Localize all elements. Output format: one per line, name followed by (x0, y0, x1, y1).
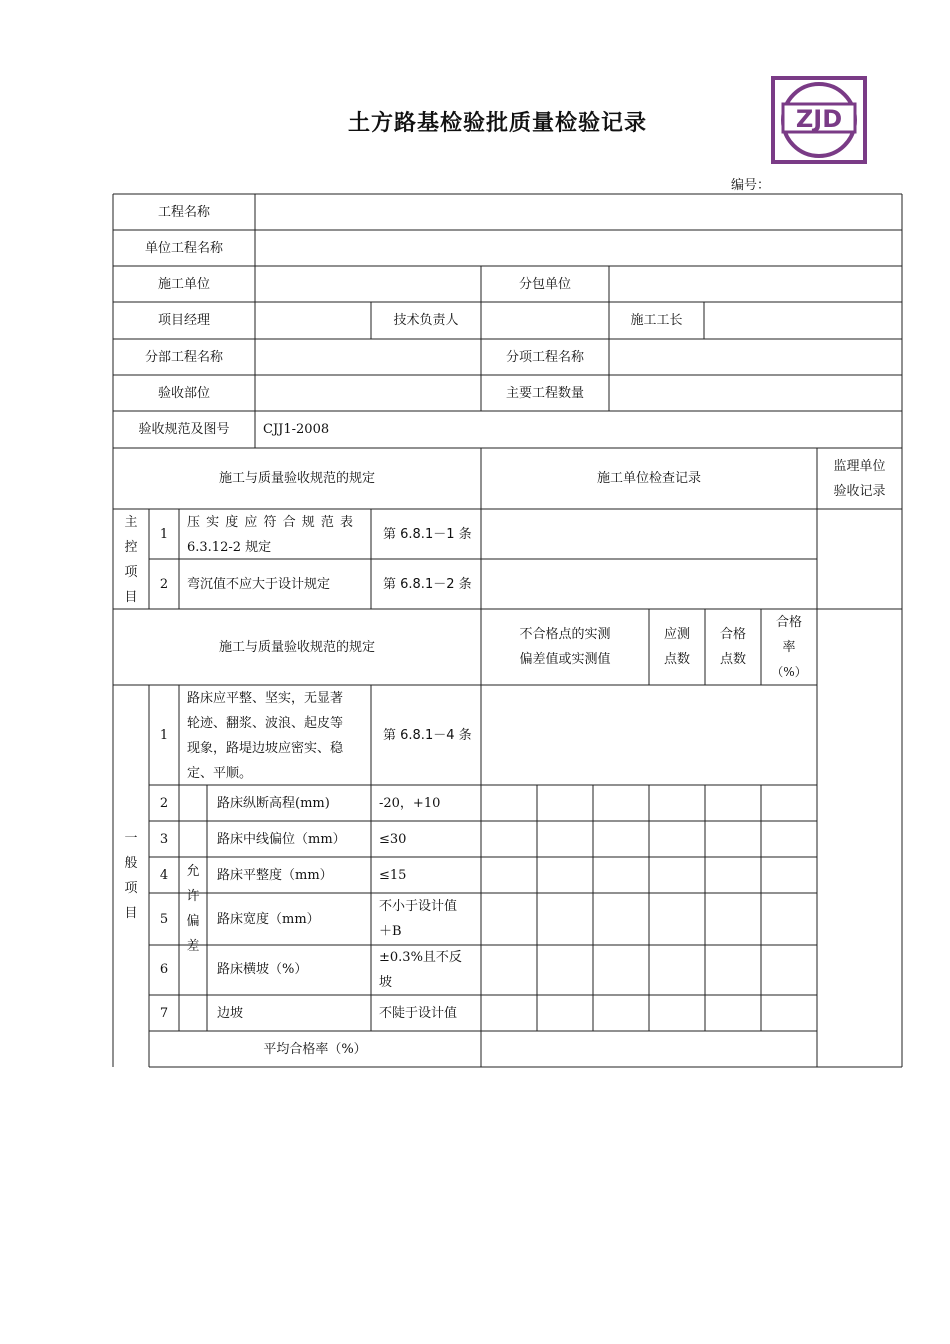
check-record-header: 施工单位检查记录 (596, 471, 701, 486)
general-item-4-name: 路床平整度（mm） (217, 868, 333, 883)
general-item-1-line3: 现象，路堤边坡应密实、稳 (187, 741, 344, 756)
label-technical-lead: 技术负责人 (393, 313, 459, 328)
pass-rate-line3: （%） (771, 665, 807, 679)
label-site-foreman: 施工工长 (630, 313, 683, 328)
logo-text: ZJD (795, 105, 843, 133)
general-item-2-requirement: -20，+10 (379, 796, 441, 811)
main-item-1-no: 1 (159, 527, 169, 542)
should-measure-line2: 点数 (663, 652, 690, 667)
label-sub-project-name: 分部工程名称 (144, 350, 223, 365)
general-item-1-line4: 定、平顺。 (187, 766, 253, 781)
general-item-5-name: 路床宽度（mm） (217, 912, 320, 927)
general-item-7-requirement: 不陡于设计值 (379, 1006, 458, 1021)
general-item-3-no: 3 (159, 832, 169, 847)
label-project-name: 工程名称 (157, 205, 210, 220)
pass-rate-line2: 率 (782, 640, 796, 655)
allowed-deviation-char-1: 允 (186, 864, 200, 879)
allowed-deviation-char-4: 差 (186, 939, 200, 954)
general-item-4-no: 4 (159, 868, 169, 883)
spec-value: CJJ1-2008 (263, 422, 330, 437)
document-title: 土方路基检验批质量检验记录 (347, 111, 647, 136)
general-item-4-requirement: ≤15 (379, 868, 407, 883)
main-control-char-4: 目 (124, 590, 138, 605)
supervisor-header-line1: 监理单位 (833, 459, 886, 474)
general-item-1-no: 1 (159, 728, 169, 743)
general-item-5-requirement-line2: ＋B (379, 924, 402, 939)
main-item-2-text: 弯沉值不应大于设计规定 (187, 577, 331, 592)
main-control-char-3: 项 (124, 565, 138, 580)
general-item-3-requirement: ≤30 (379, 832, 407, 847)
average-pass-rate-label: 平均合格率（%） (263, 1042, 367, 1057)
general-item-1-line1: 路床应平整、坚实，无显著 (187, 691, 344, 706)
deviation-header-line2: 偏差值或实测值 (519, 652, 611, 667)
label-spec: 验收规范及图号 (138, 422, 230, 437)
general-item-6-requirement-line2: 坡 (379, 975, 393, 990)
label-unit-project-name: 单位工程名称 (144, 241, 223, 256)
should-measure-line1: 应测 (663, 627, 690, 642)
rule-header-general: 施工与质量验收规范的规定 (218, 640, 375, 655)
allowed-deviation-char-3: 偏 (186, 914, 200, 929)
label-construction-unit: 施工单位 (157, 277, 210, 292)
general-item-3-name: 路床中线偏位（mm） (217, 832, 346, 847)
general-item-1-line2: 轮迹、翻浆、波浪、起皮等 (187, 716, 344, 731)
label-acceptance-part: 验收部位 (157, 386, 210, 401)
general-item-6-requirement-line1: ±0.3%且不反 (379, 950, 462, 965)
main-control-char-2: 控 (124, 540, 138, 555)
general-items-char-4: 目 (124, 906, 138, 921)
general-item-5-requirement-line1: 不小于设计值 (379, 899, 458, 914)
pass-points-line1: 合格 (719, 627, 746, 642)
rule-header-main: 施工与质量验收规范的规定 (218, 471, 375, 486)
general-item-5-no: 5 (159, 912, 169, 927)
deviation-header-line1: 不合格点的实测 (519, 627, 611, 642)
code-label: 编号： (731, 178, 771, 193)
label-main-quantity: 主要工程数量 (505, 386, 584, 401)
pass-rate-line1: 合格 (775, 615, 802, 630)
general-items-char-2: 般 (124, 856, 138, 871)
general-item-7-no: 7 (159, 1006, 169, 1021)
general-items-char-3: 项 (124, 881, 138, 896)
label-subcontract-unit: 分包单位 (518, 277, 571, 292)
general-item-6-no: 6 (159, 962, 169, 977)
general-item-2-name: 路床纵断高程(mm) (217, 796, 330, 811)
main-item-1-text-line2: 6.3.12-2 规定 (187, 540, 272, 555)
general-item-1-clause: 第 6.8.1－4 条 (383, 728, 472, 743)
main-item-1-clause: 第 6.8.1－1 条 (383, 527, 472, 542)
label-item-project-name: 分项工程名称 (505, 350, 584, 365)
general-item-7-name: 边坡 (217, 1006, 244, 1021)
supervisor-header-line2: 验收记录 (833, 484, 886, 499)
pass-points-line2: 点数 (719, 652, 746, 667)
main-control-char-1: 主 (124, 515, 138, 530)
general-item-6-name: 路床横坡（%） (217, 962, 308, 977)
main-item-2-clause: 第 6.8.1－2 条 (383, 577, 472, 592)
general-item-2-no: 2 (159, 796, 169, 811)
main-item-1-text-line1: 压 实 度 应 符 合 规 范 表 (187, 515, 355, 530)
main-item-2-no: 2 (159, 577, 169, 592)
label-project-manager: 项目经理 (157, 313, 210, 328)
general-items-char-1: 一 (124, 831, 138, 846)
allowed-deviation-char-2: 许 (186, 889, 200, 904)
